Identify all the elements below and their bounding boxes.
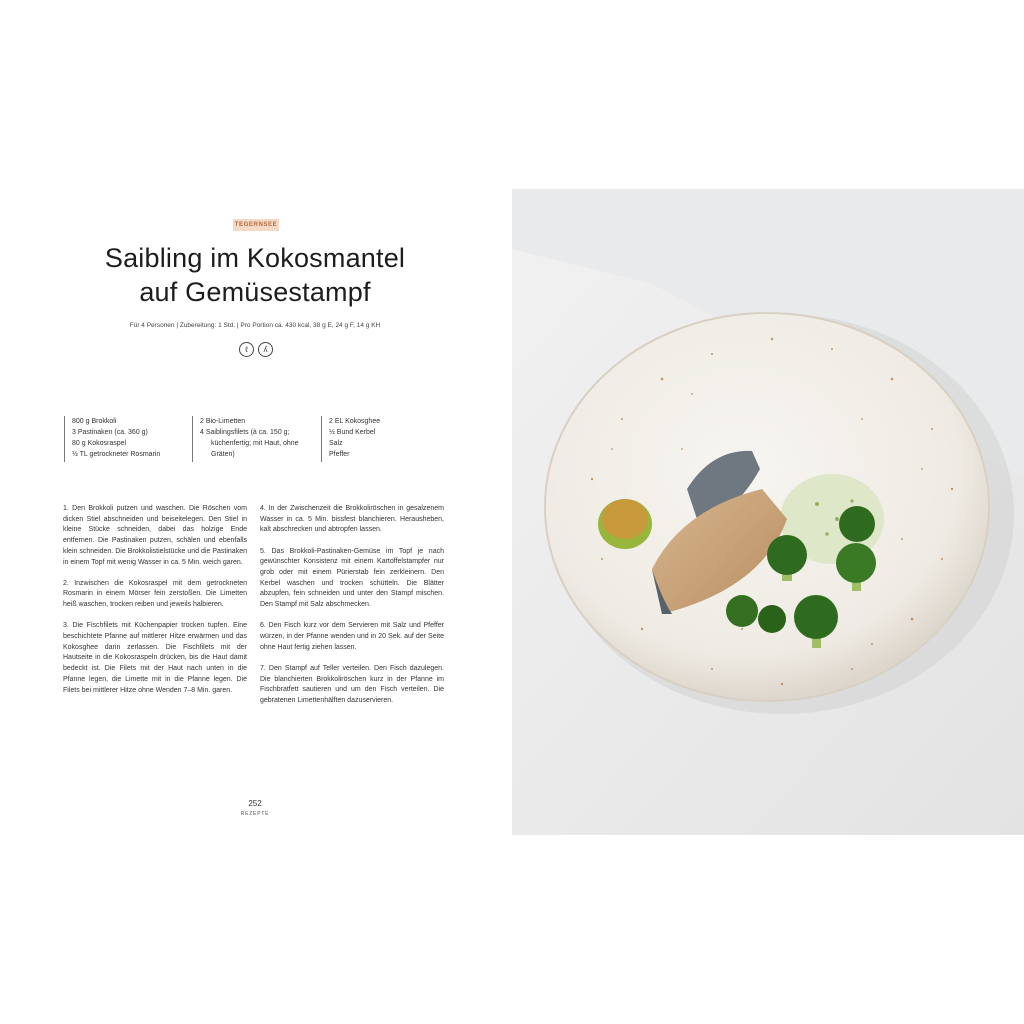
ingredient-item: 800 g Brokkoli [72,418,117,425]
no-gluten-icon: ℓ [239,342,254,357]
ingredient-item: küchenfertig; mit Haut, ohne [211,440,299,447]
ingredient-item: Gräten) [211,451,235,458]
region-tag: TEGERNSEE [233,219,279,231]
recipe-title [60,241,450,309]
diet-icons [238,342,274,357]
lime-cut-face [602,499,648,539]
steps-column-2 [260,504,444,717]
step-paragraph: 3. Die Fischfilets mit Küchenpapier trocken tupfen. Eine beschichtete Pfanne auf mittlerer Hitze erwärmen und das Kokosghee darin zerlassen. Die Fischfilets mit der Hautseite in die Kokosraspeln drücken, bis die Haut damit bedeckt ist. Die Filets mit der Haut nach unten in die Pfanne legen, die Limette mit in die Pfanne legen. Die Filets bei mittlerer Hitze ohne Wenden 7–8 Min. garen. [63,622,247,694]
step-paragraph: 2. Inzwischen die Kokosraspel mit dem getrockneten Rosmarin in einem Mörser fein zerstoßen. Die Limetten heiß waschen, trocken reiben und jeweils halbieren. [63,579,247,609]
page-number: 252 [248,799,262,808]
ingredients-column-1 [64,416,192,462]
running-footer: REZEPTE [240,811,270,817]
ingredients-list [64,416,454,462]
ingredient-item: 4 Saiblingsfilets (à ca. 150 g; [200,429,290,436]
step-paragraph: 4. In der Zwischenzeit die Brokkoliröschen in gesalzenem Wasser in ca. 5 Min. bissfest blanchieren. Herausheben, kalt abschrecken und abtropfen lassen. [260,505,444,534]
recipe-title-line-1: Saibling im Kokosmantel [104,243,406,273]
recipe-meta: Für 4 Personen | Zubereitung: 1 Std. | Pro Portion ca. 430 kcal, 38 g E, 24 g F, 14 g KH [129,322,381,329]
ingredient-item: Pfeffer [329,451,350,458]
ingredient-item: ½ TL getrockneter Rosmarin [72,451,161,458]
ingredient-item: 80 g Kokosraspel [72,440,127,447]
dish-photo [512,189,1024,835]
ingredient-item: ½ Bund Kerbel [329,429,376,436]
step-paragraph: 6. Den Fisch kurz vor dem Servieren mit Salz und Pfeffer würzen, in der Pfanne wenden und in 20 Sek. auf der Seite ohne Haut fertig ziehen lassen. [260,622,444,651]
step-paragraph: 1. Den Brokkoli putzen und waschen. Die Röschen vom dicken Stiel abschneiden und beiseitelegen. Den Stiel in kleine Stücke schneiden, dabei das holzige Ende entfernen. Die Pastinaken putzen, schälen und ebenfalls klein schneiden. Die Brokkolistielstücke und die Pastinaken in einem Topf mit wenig Wasser in ca. 5 Min. weich garen. [63,505,247,566]
step-paragraph: 7. Den Stampf auf Teller verteilen. Den Fisch dazulegen. Die blanchierten Brokkoliröschen kurz in der Pfanne im Fischbratfett sautieren und um den Fisch verteilen. Die gebratenen Limettenhälften dazuservieren. [260,664,444,705]
dish-photo-illustration [512,189,1024,835]
ingredient-item: 2 EL Kokosghee [329,418,381,425]
ingredients-column-2 [192,416,320,462]
ingredient-item: 3 Pastinaken (ca. 360 g) [72,429,148,436]
step-paragraph: 5. Das Brokkoli-Pastinaken-Gemüse im Topf je nach gewünschter Konsistenz mit einem Kartoffelstampfer nur grob oder mit einem Pürierstab fein zerkleinern. Den Kerbel waschen und trocken schütteln. Die Blätter abzupfen, fein schneiden und unter den Stampf mischen. Den Stampf mit Salz abschmecken. [260,547,444,609]
recipe-title-line-2: auf Gemüsestampf [139,277,371,307]
ingredient-item: Salz [329,440,343,447]
ingredient-item: 2 Bio-Limetten [200,418,246,425]
no-lactose-icon: ʎ [258,342,273,357]
steps-column-1 [63,504,247,707]
ingredients-column-3 [321,416,449,462]
